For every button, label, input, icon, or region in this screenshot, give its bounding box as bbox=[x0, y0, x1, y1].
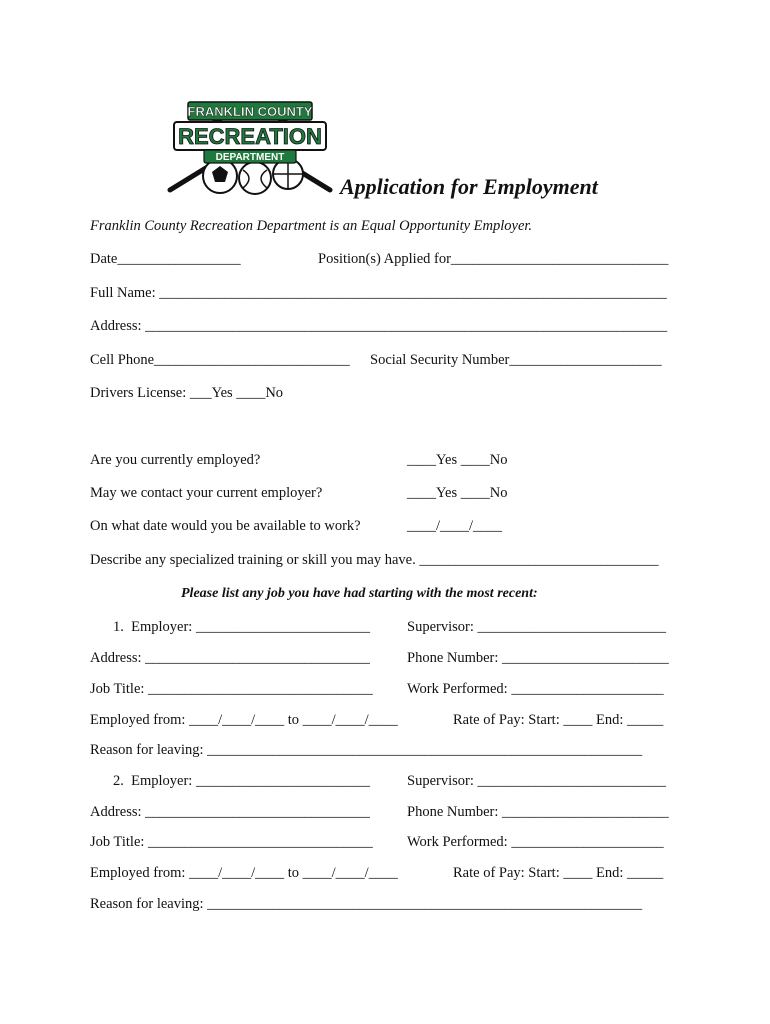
available-date-answer[interactable]: ____/____/____ bbox=[407, 518, 503, 534]
address-field[interactable]: Address: ________________________________________________________________________ bbox=[90, 318, 668, 334]
job-history-heading: Please list any job you have had starting with the most recent: bbox=[181, 586, 538, 601]
job-1-employed-from-field[interactable]: Employed from: ____/____/____ to ____/____/____ bbox=[90, 712, 398, 728]
logo-line-3: DEPARTMENT bbox=[215, 152, 285, 163]
cell-phone-field[interactable]: Cell Phone___________________________ bbox=[90, 352, 350, 368]
ssn-field[interactable]: Social Security Number_____________________ bbox=[370, 352, 662, 368]
eeo-statement: Franklin County Recreation Department is an Equal Opportunity Employer. bbox=[90, 218, 533, 234]
job-2-reason-for-leaving-field[interactable]: Reason for leaving: ____________________________________________________________ bbox=[90, 896, 643, 912]
specialized-training-field[interactable]: Describe any specialized training or skill you may have. _________________________________ bbox=[90, 552, 659, 568]
job-1-phone-field[interactable]: Phone Number: _______________________ bbox=[407, 650, 669, 666]
positions-applied-field[interactable]: Position(s) Applied for______________________________ bbox=[318, 251, 669, 267]
franklin-county-recreation-logo bbox=[160, 98, 340, 198]
job-2-employer-field[interactable]: 2. Employer: ________________________ bbox=[113, 773, 370, 789]
job-1-address-field[interactable]: Address: _______________________________ bbox=[90, 650, 370, 666]
job-2-title-field[interactable]: Job Title: _______________________________ bbox=[90, 834, 373, 850]
job-2-supervisor-field[interactable]: Supervisor: __________________________ bbox=[407, 773, 666, 789]
drivers-license-field[interactable]: Drivers License: ___Yes ____No bbox=[90, 385, 284, 401]
currently-employed-question: Are you currently employed? bbox=[90, 452, 261, 468]
job-2-employed-from-field[interactable]: Employed from: ____/____/____ to ____/____/____ bbox=[90, 865, 398, 881]
date-field[interactable]: Date_________________ bbox=[90, 251, 241, 267]
job-1-supervisor-field[interactable]: Supervisor: __________________________ bbox=[407, 619, 666, 635]
job-2-rate-of-pay-field[interactable]: Rate of Pay: Start: ____ End: _____ bbox=[453, 865, 664, 881]
sports-balls-icon bbox=[203, 159, 303, 194]
full-name-field[interactable]: Full Name: ______________________________________________________________________ bbox=[90, 285, 667, 301]
job-2-phone-field[interactable]: Phone Number: _______________________ bbox=[407, 804, 669, 820]
job-2-address-field[interactable]: Address: _______________________________ bbox=[90, 804, 370, 820]
job-1-reason-for-leaving-field[interactable]: Reason for leaving: ____________________________________________________________ bbox=[90, 742, 643, 758]
job-1-work-performed-field[interactable]: Work Performed: _____________________ bbox=[407, 681, 664, 697]
job-1-rate-of-pay-field[interactable]: Rate of Pay: Start: ____ End: _____ bbox=[453, 712, 664, 728]
currently-employed-answer[interactable]: ____Yes ____No bbox=[407, 452, 508, 468]
logo-line-2: RECREATION bbox=[178, 124, 322, 149]
job-2-work-performed-field[interactable]: Work Performed: _____________________ bbox=[407, 834, 664, 850]
contact-employer-question: May we contact your current employer? bbox=[90, 485, 323, 501]
job-1-employer-field[interactable]: 1. Employer: ________________________ bbox=[113, 619, 370, 635]
contact-employer-answer[interactable]: ____Yes ____No bbox=[407, 485, 508, 501]
logo-line-1: FRANKLIN COUNTY bbox=[187, 104, 313, 119]
page-title: Application for Employment bbox=[340, 174, 598, 199]
logo-text-group bbox=[174, 102, 326, 163]
job-1-title-field[interactable]: Job Title: _______________________________ bbox=[90, 681, 373, 697]
available-date-question: On what date would you be available to work? bbox=[90, 518, 361, 534]
